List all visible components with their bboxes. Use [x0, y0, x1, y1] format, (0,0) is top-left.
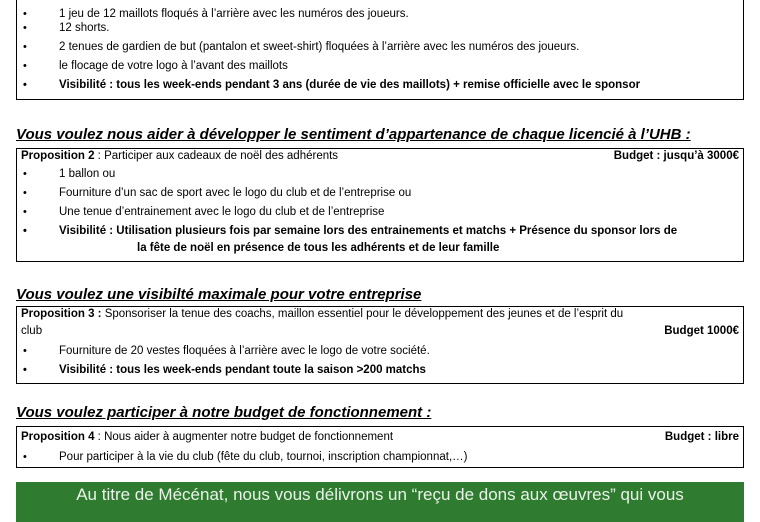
proposition-2-box	[16, 148, 744, 262]
proposition-3-box	[16, 306, 744, 384]
list-item: • 12 shorts.	[17, 21, 743, 35]
list-item: • Fourniture de 20 vestes floquées à l’arrière avec le logo de votre société.	[17, 344, 743, 358]
visibility-line: • Visibilité : Utilisation plusieurs fois par semaine lors des entrainements et matchs + Présence du sponsor lors de	[17, 224, 743, 238]
list-item: • 1 ballon ou	[17, 167, 743, 181]
visibility-line: • Visibilité : tous les week-ends pendant toute la saison >200 matchs	[17, 363, 743, 377]
banner-text: Au titre de Mécénat, nous vous délivrons un “reçu de dons aux œuvres” qui vous	[76, 485, 684, 504]
proposition-label: Proposition 4	[21, 431, 95, 443]
proposition-2-header	[17, 149, 743, 164]
proposition-label: Proposition 3 :	[21, 308, 102, 320]
list-item: • Fourniture d’un sac de sport avec le logo du club et de l’entreprise ou	[17, 186, 743, 200]
list-item: • Une tenue d’entrainement avec le logo du club et de l’entreprise	[17, 205, 743, 219]
section-heading-4: Vous voulez participer à notre budget de fonctionnement :	[16, 404, 432, 421]
proposition-label: Proposition 2	[21, 150, 95, 162]
budget-label: Budget : libre	[664, 431, 739, 443]
list-item: • Pour participer à la vie du club (fête du club, tournoi, inscription championnat,…)	[17, 450, 743, 464]
budget-label: Budget : jusqu’à 3000€	[613, 150, 739, 162]
budget-label: Budget 1000€	[664, 325, 739, 337]
list-item: • 1 jeu de 12 maillots floqués à l’arrière avec les numéros des joueurs.	[17, 7, 743, 21]
proposition-text: Sponsoriser la tenue des coachs, maillon essentiel pour le développement des jeunes et de l’esprit du	[101, 308, 624, 320]
proposition-4-header	[17, 430, 743, 445]
proposition-3-header-continued	[17, 324, 743, 339]
section-heading-2: Vous voulez nous aider à développer le sentiment d’appartenance de chaque licencié à l’UHB :	[16, 126, 691, 143]
patronage-banner	[16, 482, 744, 522]
list-item: • 2 tenues de gardien de but (pantalon et sweet-shirt) floquées à l’arrière avec les numéros des joueurs.	[17, 40, 743, 54]
list-item: • le flocage de votre logo à l’avant des maillots	[17, 59, 743, 73]
proposition-text: : Nous aider à augmenter notre budget de fonctionnement	[94, 431, 394, 443]
proposition-3-header	[17, 307, 743, 322]
visibility-line-continued: la fête de noël en présence de tous les adhérents et de leur famille	[137, 242, 500, 254]
visibility-line: • Visibilité : tous les week-ends pendant 3 ans (durée de vie des maillots) + remise officielle avec le sponsor	[17, 78, 743, 92]
proposition-4-box	[16, 426, 744, 468]
proposition-1-box	[16, 0, 744, 100]
proposition-text-continued: club	[21, 325, 43, 337]
proposition-text: : Participer aux cadeaux de noël des adhérents	[94, 150, 339, 162]
section-heading-3: Vous voulez une visibilté maximale pour votre entreprise	[16, 286, 422, 303]
